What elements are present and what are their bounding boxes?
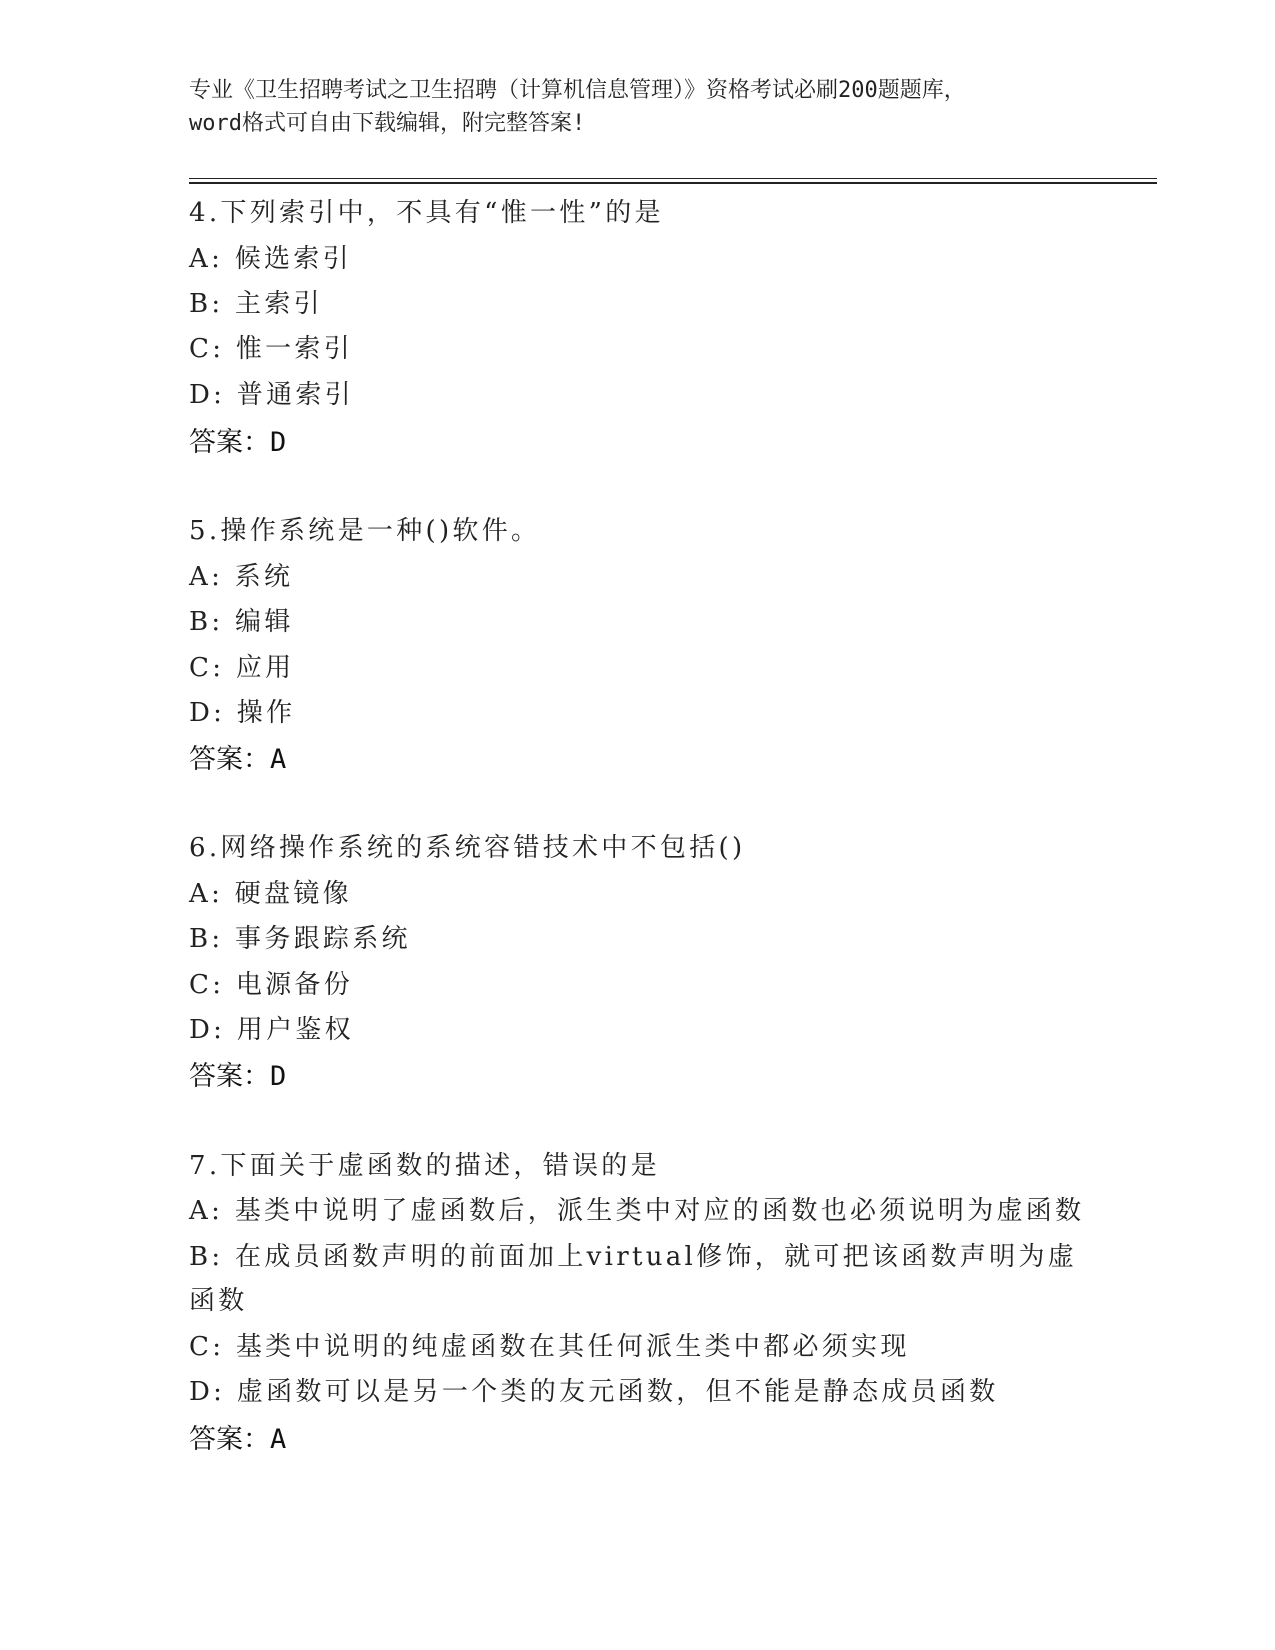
question-4-option-d: D: 普通索引 (189, 380, 354, 410)
header-line-2: word格式可自由下载编辑，附完整答案! (189, 111, 586, 136)
question-5-option-b: B: 编辑 (189, 607, 294, 637)
question-6-option-c: C: 电源备份 (189, 970, 354, 1000)
header-divider-thin (189, 178, 1157, 179)
question-6-stem: 6.网络操作系统的系统容错技术中不包括() (189, 833, 746, 863)
question-7-option-b-continued: 函数 (189, 1286, 248, 1316)
question-6-answer: 答案：D (189, 1061, 287, 1092)
question-5-option-d: D: 操作 (189, 698, 296, 728)
question-6-option-a: A: 硬盘镜像 (189, 879, 352, 909)
question-6-option-d: D: 用户鉴权 (189, 1015, 354, 1045)
question-4-answer: 答案：D (189, 427, 287, 458)
question-7-stem: 7.下面关于虚函数的描述，错误的是 (189, 1151, 660, 1181)
question-7-option-c: C: 基类中说明的纯虚函数在其任何派生类中都必须实现 (189, 1332, 910, 1362)
question-6-option-b: B: 事务跟踪系统 (189, 924, 411, 954)
question-4-stem: 4.下列索引中，不具有“惟一性”的是 (189, 198, 664, 228)
question-4-option-c: C: 惟一索引 (189, 334, 354, 364)
question-5-option-c: C: 应用 (189, 653, 295, 683)
question-4-option-b: B: 主索引 (189, 289, 323, 319)
question-7-option-b: B: 在成员函数声明的前面加上virtual修饰，就可把该函数声明为虚 (189, 1242, 1078, 1272)
header-divider-thick (189, 182, 1157, 184)
header-line-1: 专业《卫生招聘考试之卫生招聘（计算机信息管理）》资格考试必刷200题题库， (189, 78, 966, 103)
document-header (189, 74, 1089, 140)
question-7-option-a: A: 基类中说明了虚函数后，派生类中对应的函数也必须说明为虚函数 (189, 1196, 1085, 1226)
question-5-stem: 5.操作系统是一种()软件。 (189, 516, 541, 546)
question-5-answer: 答案：A (189, 744, 287, 775)
question-7-option-d: D: 虚函数可以是另一个类的友元函数，但不能是静态成员函数 (189, 1377, 999, 1407)
question-7-answer: 答案：A (189, 1424, 287, 1455)
question-4-option-a: A: 候选索引 (189, 244, 352, 274)
question-5-option-a: A: 系统 (189, 562, 294, 592)
